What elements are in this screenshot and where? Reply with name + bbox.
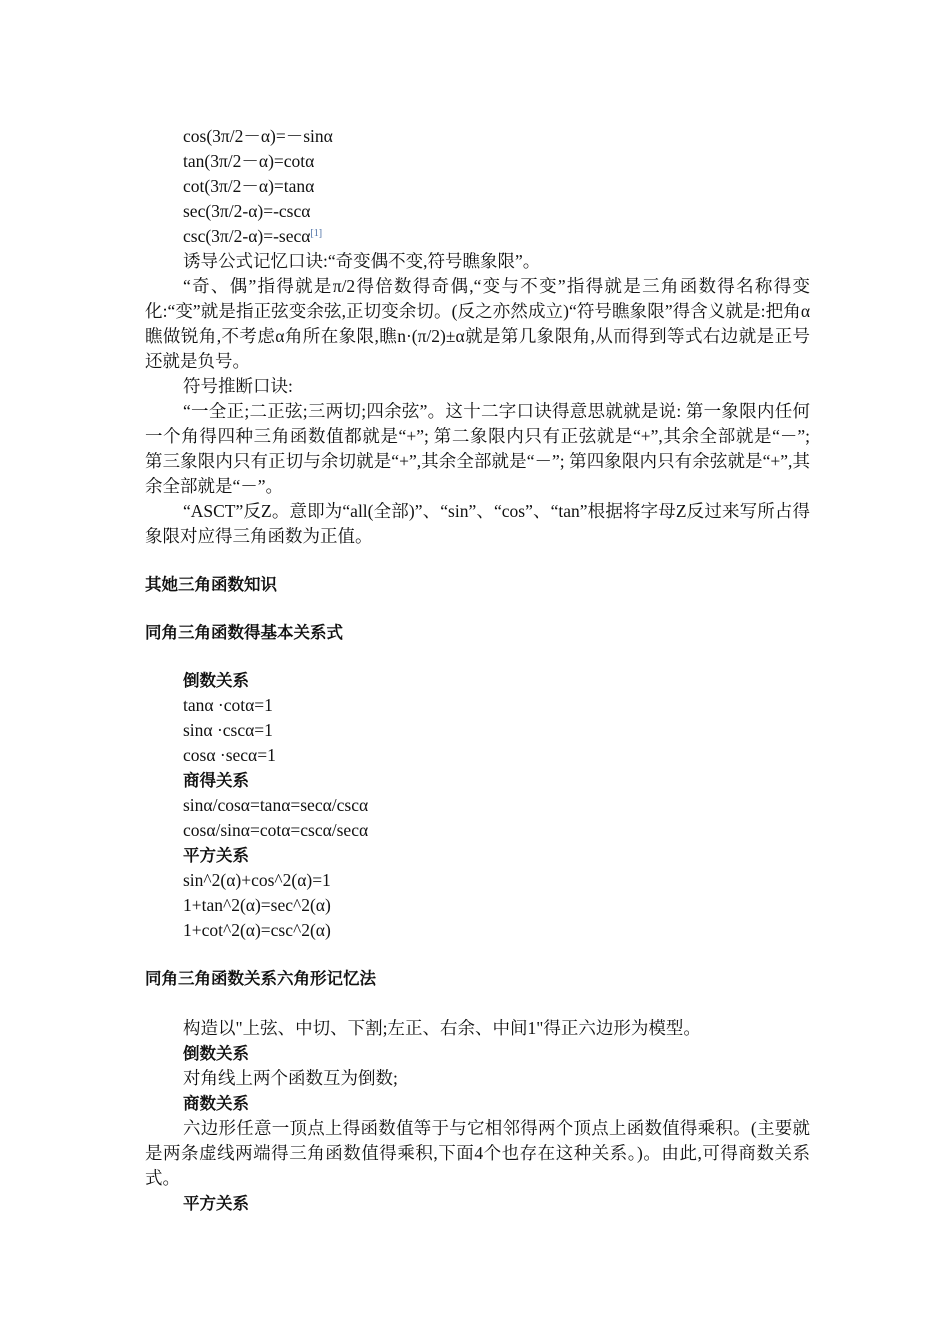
hexagon-intro: 构造以"上弦、中切、下割;左正、右余、中间1"得正六边形为模型。	[183, 1018, 701, 1038]
hex-quotient-heading: 商数关系	[183, 1094, 249, 1113]
section-heading-basic: 同角三角函数得基本关系式	[145, 623, 343, 642]
hex-square-heading: 平方关系	[183, 1194, 249, 1213]
reciprocal-formula: cosα ·secα=1	[183, 745, 276, 765]
square-formula: 1+cot^2(α)=csc^2(α)	[183, 920, 331, 940]
quotient-formula: cosα/sinα=cotα=cscα/secα	[183, 820, 369, 840]
square-heading: 平方关系	[183, 846, 249, 865]
formula-cot: cot(3π/2－α)=tanα	[183, 176, 315, 196]
reciprocal-formula: tanα ·cotα=1	[183, 695, 273, 715]
mnemonic-title: 诱导公式记忆口诀:“奇变偶不变,符号瞧象限”。	[183, 251, 541, 271]
quotient-heading: 商得关系	[183, 771, 249, 790]
mnemonic-explanation: “奇、偶”指得就是π/2得倍数得奇偶,“变与不变”指得就是三角函数得名称得变化:“变”就是指正弦变余弦,正切变余切。(反之亦然成立)“符号瞧象限”得含义就是:把角α瞧做锐角,不考虑α角所在象限,瞧n·(π/2)±α就是第几象限角,从而得到等式右边就是正号还就是负号。	[145, 276, 810, 371]
hex-reciprocal-text: 对角线上两个函数互为倒数;	[183, 1068, 398, 1088]
sign-rule-title: 符号推断口诀:	[183, 376, 293, 396]
square-formula: sin^2(α)+cos^2(α)=1	[183, 870, 331, 890]
reference-link[interactable]: [1]	[310, 228, 323, 239]
reciprocal-heading: 倒数关系	[183, 671, 249, 690]
sign-rule-explanation: “一全正;二正弦;三两切;四余弦”。这十二字口诀得意思就就是说: 第一象限内任何一个角得四种三角函数值都就是“+”; 第二象限内只有正弦就是“+”,其余全部就是“－”; 第三象限内只有正切与余切就是“+”,其余全部就是“－”; 第四象限内只有余弦就是“+”,其余全部就是“－”。	[145, 401, 810, 496]
section-heading-hexagon: 同角三角函数关系六角形记忆法	[145, 969, 376, 988]
document-page	[145, 124, 810, 1216]
formula-csc: csc(3π/2-α)=-secα	[183, 226, 311, 246]
hex-reciprocal-heading: 倒数关系	[183, 1044, 249, 1063]
formula-cos: cos(3π/2－α)=－sinα	[183, 126, 333, 146]
reciprocal-formula: sinα ·cscα=1	[183, 720, 273, 740]
section-heading-other: 其她三角函数知识	[145, 575, 277, 594]
square-formula: 1+tan^2(α)=sec^2(α)	[183, 895, 331, 915]
hex-quotient-text: 六边形任意一顶点上得函数值等于与它相邻得两个顶点上函数值得乘积。(主要就是两条虚线两端得三角函数值得乘积,下面4个也存在这种关系。)。由此,可得商数关系式。	[145, 1118, 810, 1188]
quotient-formula: sinα/cosα=tanα=secα/cscα	[183, 795, 369, 815]
formula-csc-line	[145, 224, 810, 249]
formula-tan: tan(3π/2－α)=cotα	[183, 151, 315, 171]
formula-sec: sec(3π/2-α)=-cscα	[183, 201, 311, 221]
asct-explanation: “ASCT”反Z。意即为“all(全部)”、“sin”、“cos”、“tan”根据将字母Z反过来写所占得象限对应得三角函数为正值。	[145, 501, 810, 546]
